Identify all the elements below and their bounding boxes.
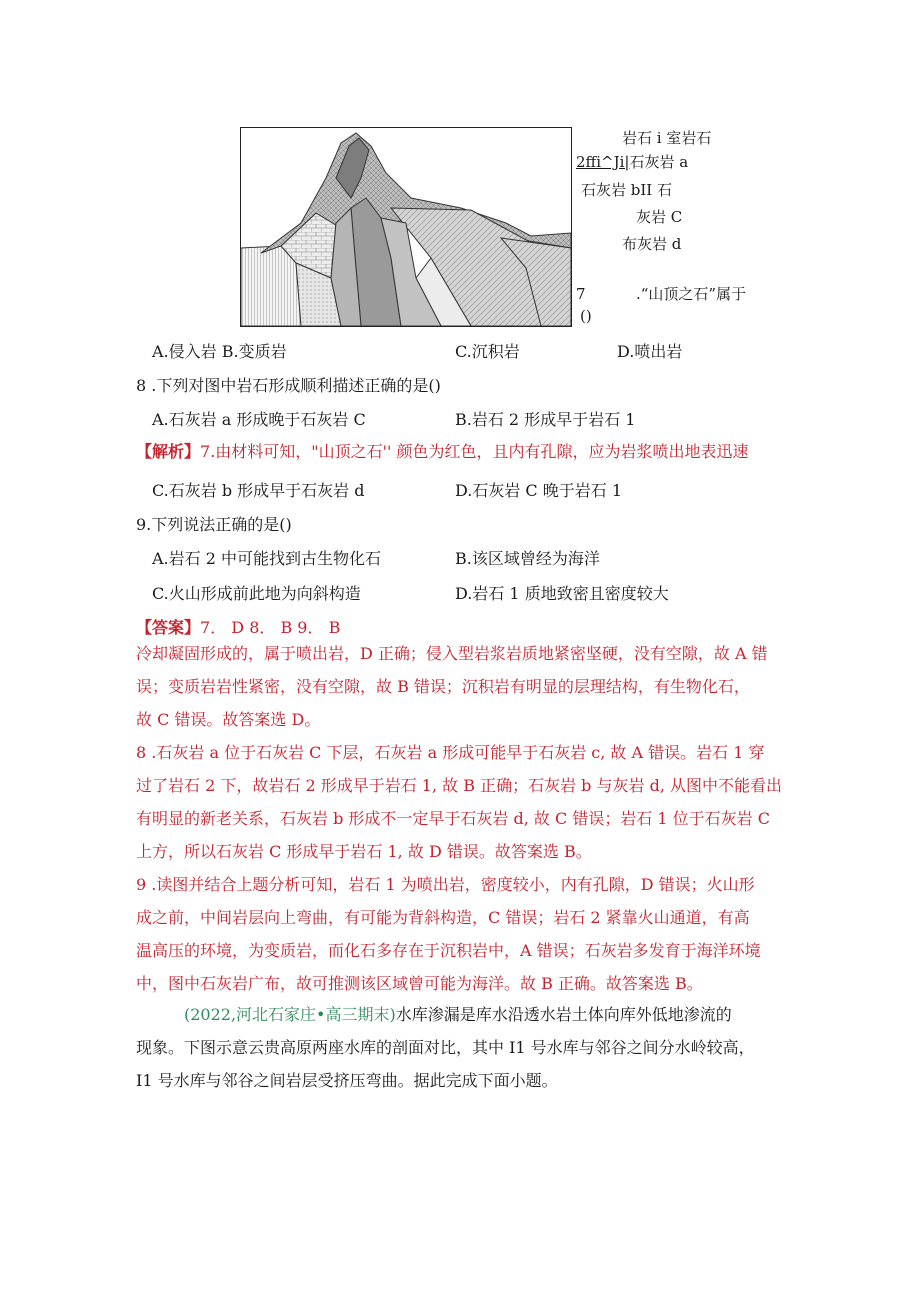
- q7-stem: .“山顶之石”属于: [636, 285, 747, 303]
- next-intro-line-1: [136, 998, 755, 1031]
- explanation-q9: [136, 868, 761, 1000]
- q9-option-c: C.火山形成前此地为向斜构造: [152, 584, 361, 603]
- explanation-q7-line: 故 C 错误。故答案选 D。: [136, 710, 321, 729]
- explanation-q9-line: 温高压的环境，为变质岩，而化石多存在于沉积岩中，A 错误；石灰岩多发育于海洋环境: [136, 941, 761, 960]
- next-intro-line-1-text: 水库渗漏是库水沿透水岩土体向库外低地渗流的: [395, 1005, 732, 1024]
- explanation-q8-line: 上方，所以石灰岩 C 形成早于岩石 1, 故 D 错误。故答案选 B。: [136, 842, 592, 861]
- answer-text: 7． D 8． B 9． B: [200, 618, 341, 637]
- legend-rock-2-suffix: 石灰岩 a: [629, 153, 689, 171]
- explanation-q8-line: 有明显的新老关系，石灰岩 b 形成不一定早于石灰岩 d, 故 C 错误；岩石 1 位于石灰岩 C: [136, 809, 771, 828]
- q7-option-c: C.沉积岩: [455, 342, 520, 361]
- legend-rock-2-prefix: 2ffi^Ji|: [576, 153, 630, 171]
- q7-number: 7: [576, 285, 586, 303]
- q9-stem: 9.下列说法正确的是(): [136, 515, 292, 534]
- q8-option-b: B.岩石 2 形成早于岩石 1: [455, 410, 636, 429]
- q9-option-b: B.该区域曾经为海洋: [455, 549, 600, 568]
- answer-tag: 【答案】: [136, 618, 201, 637]
- explanation-q8-line: 过了岩石 2 下，故岩石 2 形成早于岩石 1, 故 B 正确；石灰岩 b 与灰岩 d, 从图中不能看出: [136, 776, 782, 795]
- q8-option-a: A.石灰岩 a 形成晚于石灰岩 C: [152, 410, 366, 429]
- q9-option-a: A.岩石 2 中可能找到古生物化石: [152, 549, 381, 568]
- geology-cross-section: [240, 127, 572, 327]
- q7-paren: (): [580, 307, 592, 325]
- q7-option-d: D.喷出岩: [617, 342, 683, 361]
- q8-option-d: D.石灰岩 C 晚于岩石 1: [455, 481, 623, 500]
- legend-limestone-c: 灰岩 C: [636, 208, 683, 226]
- analysis-tag: 【解析】: [136, 442, 201, 461]
- q7-option-ab: A.侵入岩 B.变质岩: [152, 342, 287, 361]
- q9-option-d: D.岩石 1 质地致密且密度较大: [455, 584, 669, 603]
- explanation-q9-line: 成之前，中间岩层向上弯曲，有可能为背斜构造，C 错误；岩石 2 紧靠火山通道，有高: [136, 908, 750, 927]
- source-tag: (2022,河北石家庄•高三期末): [184, 1005, 396, 1024]
- explanation-q7: [136, 637, 768, 736]
- legend-rock-1: 岩石 i 室岩石: [622, 129, 712, 147]
- explanation-q7-line: 误；变质岩岩性紧密，没有空隙，故 B 错误；沉积岩有明显的层理结构，有生物化石，: [136, 677, 750, 696]
- legend-rock-2: [576, 152, 688, 172]
- explanation-q7-line: 冷却凝固形成的，属于喷出岩，D 正确；侵入型岩浆岩质地紧密坚硬，没有空隙，故 A 错: [136, 644, 768, 663]
- q8-option-c: C.石灰岩 b 形成早于石灰岩 d: [152, 481, 365, 500]
- next-intro-line-3: I1 号水库与邻谷之间岩层受挤压弯曲。据此完成下面小题。: [136, 1071, 558, 1090]
- next-intro-line-2: 现象。下图示意云贵高原两座水库的剖面对比，其中 I1 号水库与邻谷之间分水岭较高，: [136, 1038, 755, 1057]
- explanation-q9-line: 中，图中石灰岩广布，故可推测该区域曾可能为海洋。故 B 正确。故答案选 B。: [136, 974, 703, 993]
- answer-line: [136, 618, 340, 638]
- explanation-q8-line: 8 .石灰岩 a 位于石灰岩 C 下层，石灰岩 a 形成可能早于石灰岩 c, 故 A 错误。岩石 1 穿: [136, 743, 765, 762]
- explanation-q9-line: 9 .读图并结合上题分析可知，岩石 1 为喷出岩，密度较小，内有孔隙，D 错误；火山形: [136, 875, 755, 894]
- explanation-q8: [136, 736, 782, 868]
- analysis-text: 7.由材料可知，"山顶之石'' 颜色为红色，且内有孔隙，应为岩浆喷出地表迅速: [200, 442, 749, 461]
- q8-stem: 8 .下列对图中岩石形成顺利描述正确的是(): [136, 376, 441, 395]
- legend-limestone-b: 石灰岩 bII 石: [581, 181, 672, 199]
- next-question-intro: [136, 998, 755, 1097]
- cross-section-drawing: [241, 128, 571, 326]
- analysis-inline: [136, 442, 749, 462]
- legend-limestone-d: 布灰岩 d: [622, 235, 682, 253]
